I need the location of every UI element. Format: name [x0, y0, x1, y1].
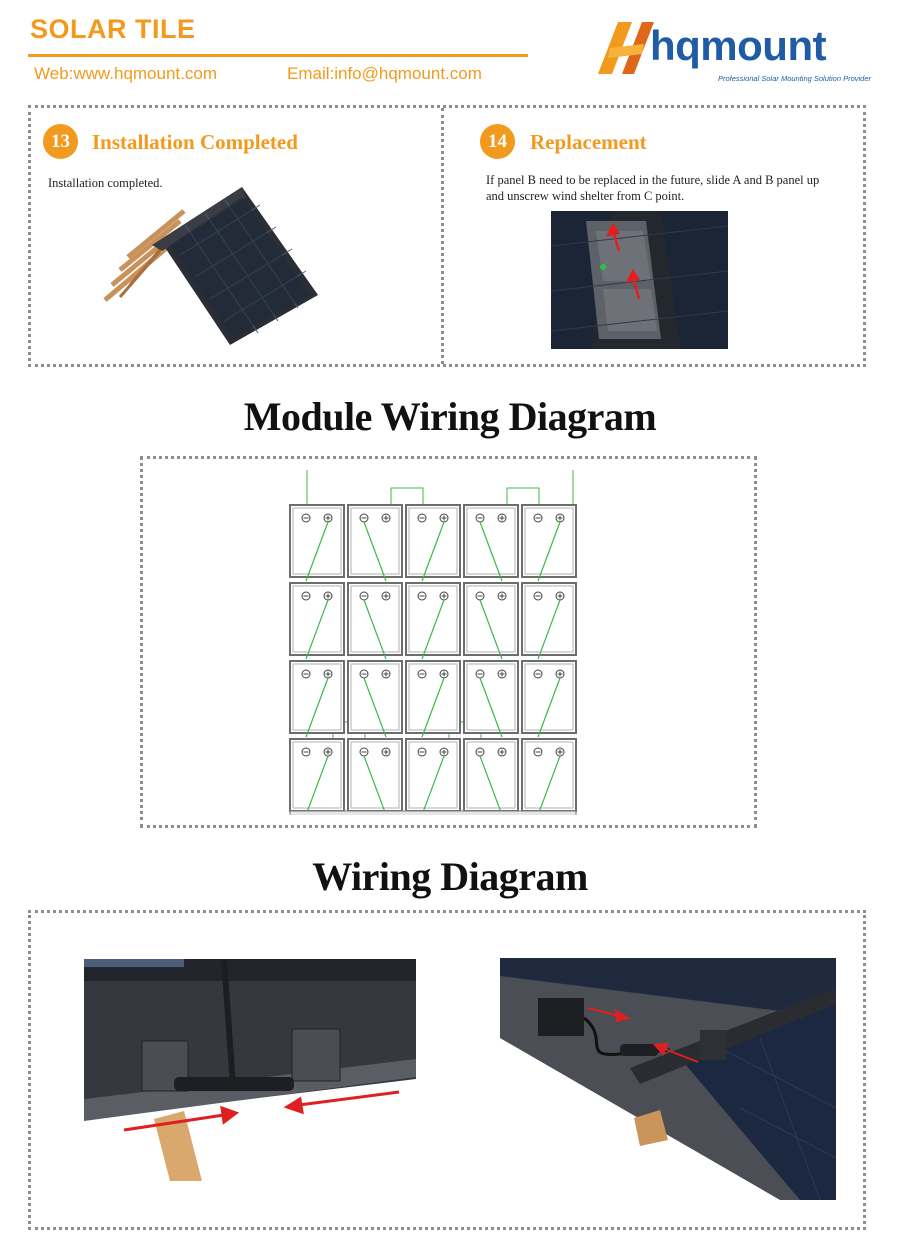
bottom-rail	[290, 811, 576, 815]
module-tile	[464, 739, 518, 811]
module-tile	[290, 661, 344, 733]
module-tile	[464, 661, 518, 733]
step-14-text-line2: and unscrew wind shelter from C point.	[486, 189, 685, 203]
module-tile	[348, 583, 402, 655]
logo-tagline: Professional Solar Mounting Solution Provider	[718, 74, 871, 83]
module-tile	[348, 505, 402, 577]
module-tile	[522, 583, 576, 655]
replacement-photo	[551, 211, 728, 349]
module-tile	[406, 583, 460, 655]
email-text: Email:info@hqmount.com	[287, 64, 482, 83]
steps-divider	[441, 108, 444, 364]
module-tile	[522, 661, 576, 733]
wiring-heading: Wiring Diagram	[312, 854, 588, 899]
document-title: SOLAR TILE	[30, 14, 196, 44]
step-13-text: Installation completed.	[48, 176, 163, 190]
module-tile	[290, 505, 344, 577]
module-tile	[406, 505, 460, 577]
completed-roof-image	[100, 185, 325, 350]
connector-photo-left	[84, 959, 416, 1181]
module-tile	[290, 739, 344, 811]
module-tile	[406, 661, 460, 733]
module-tile	[406, 739, 460, 811]
module-wiring-diagram	[285, 470, 585, 815]
step-14-badge: 14	[480, 124, 515, 159]
step-14-text-line1: If panel B need to be replaced in the future, slide A and B panel up	[486, 173, 820, 187]
module-tile	[522, 739, 576, 811]
module-tile	[464, 505, 518, 577]
step-13-badge: 13	[43, 124, 78, 159]
module-tile	[348, 661, 402, 733]
logo-mark-icon	[598, 22, 654, 74]
title-underline	[28, 54, 528, 57]
logo-wordmark: hqmount	[650, 22, 827, 69]
module-wiring-heading: Module Wiring Diagram	[243, 394, 657, 439]
module-tile	[522, 505, 576, 577]
module-tile	[290, 583, 344, 655]
module-tile	[348, 739, 402, 811]
step-14-title: Replacement	[530, 130, 647, 154]
module-tile	[464, 583, 518, 655]
connector-photo-right	[500, 958, 836, 1200]
website-text: Web:www.hqmount.com	[34, 64, 217, 83]
step-13-title: Installation Completed	[92, 130, 298, 154]
